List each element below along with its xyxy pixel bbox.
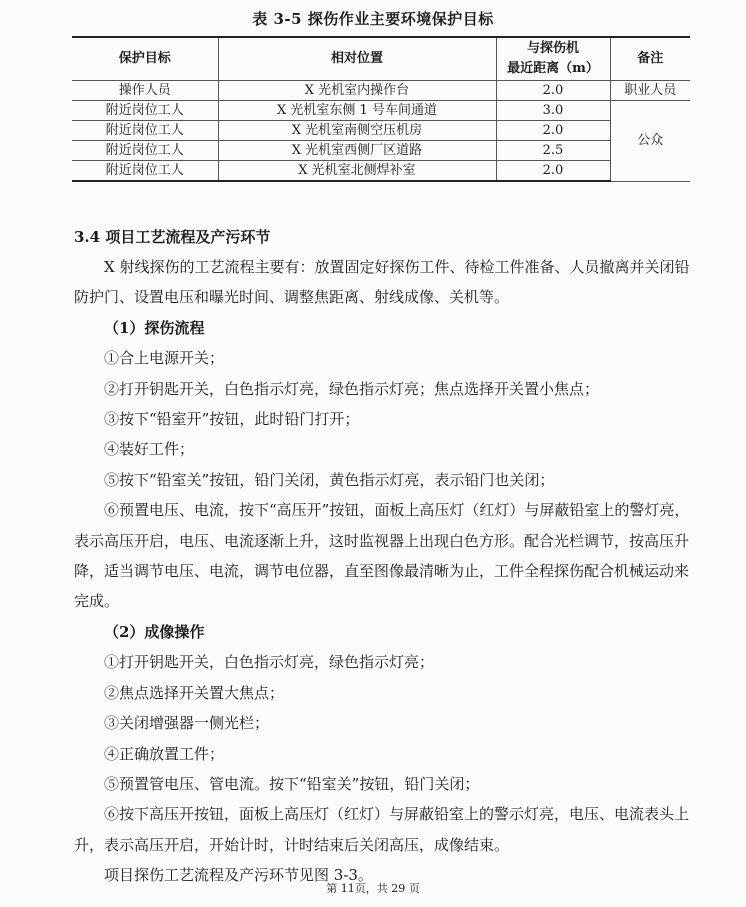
table-row [72,101,690,121]
table-row [72,161,690,182]
inspection-step: ⑤按下“铅室关”按钮，铅门关闭，黄色指示灯亮，表示铅门也关闭； [104,470,555,489]
imaging-step: ①打开钥匙开关，白色指示灯亮，绿色指示灯亮； [104,653,435,672]
imaging-step: ⑥按下高压开按钮，面板上高压灯（红灯）与屏蔽铅室上的警示灯亮，电压、电流表头上升，表示高压开启，开始计时，计时结束后关闭高压，成像结束。 [74,805,690,854]
table-row [72,81,690,101]
header-distance-line2: 最近距离（m） [507,61,599,76]
cell-remark: 职业人员 [610,81,690,101]
header-position: 相对位置 [218,37,496,81]
inspection-step: ②打开钥匙开关，白色指示灯亮，绿色指示灯亮；焦点选择开关置小焦点； [104,379,600,398]
intro-paragraph: X 射线探伤的工艺流程主要有：放置固定好探伤工件、待检工件准备、人员撤离并关闭铅防护门、设置电压和曝光时间、调整焦距离、射线成像、关机等。 [74,258,690,307]
cell-distance: 2.0 [496,161,610,182]
imaging-step: ④正确放置工件； [104,744,225,763]
header-distance-line1: 与探伤机 [526,41,579,56]
header-remark: 备注 [610,37,690,81]
imaging-step: ⑤预置管电压、管电流。按下“铅室关”按钮，铅门关闭； [104,774,480,793]
cell-target: 附近岗位工人 [72,121,218,141]
imaging-step: ②焦点选择开关置大焦点； [104,683,285,702]
inspection-step: ③按下“铅室开”按钮，此时铅门打开； [104,410,360,429]
subsection-title-inspection: （1）探伤流程 [104,318,205,337]
cell-target: 附近岗位工人 [72,141,218,161]
imaging-step: ③关闭增强器一侧光栏； [104,714,270,733]
inspection-step: ⑥预置电压、电流，按下“高压开”按钮，面板上高压灯（红灯）与屏蔽铅室上的警灯亮，表示高压开启，电压、电流逐渐上升，这时监视器上出现白色方形。配合光栏调节，按高压升降，适当调节电压、电流，调节电位器，直至图像最清晰为止，工件全程探伤配合机械运动来完成。 [74,501,690,611]
cell-distance: 2.0 [496,121,610,141]
cell-target: 操作人员 [72,81,218,101]
closing-paragraph: 项目探伤工艺流程及产污环节见图 3-3。 [104,866,373,885]
inspection-step: ④装好工件； [104,440,195,459]
cell-position: X 光机室西侧厂区道路 [218,141,496,161]
protection-target-table [72,36,690,182]
cell-distance: 3.0 [496,101,610,121]
cell-target: 附近岗位工人 [72,161,218,182]
section-heading: 3.4 项目工艺流程及产污环节 [74,228,271,246]
cell-position: X 光机室南侧空压机房 [218,121,496,141]
cell-distance: 2.5 [496,141,610,161]
page-footer: 第 11页，共 29 页 [326,882,420,895]
table-row [72,121,690,141]
table-row [72,141,690,161]
cell-distance: 2.0 [496,81,610,101]
section-body [74,252,694,891]
cell-remark-merged: 公众 [610,101,690,182]
subsection-title-imaging: （2）成像操作 [104,622,205,641]
cell-target: 附近岗位工人 [72,101,218,121]
header-distance [496,37,610,81]
header-target: 保护目标 [72,37,218,81]
cell-position: X 光机室内操作台 [218,81,496,101]
cell-position: X 光机室东侧 1 号车间通道 [218,101,496,121]
inspection-step: ①合上电源开关； [104,349,225,368]
cell-position: X 光机室北侧焊补室 [218,161,496,182]
table-header-row [72,37,690,81]
table-title: 表 3-5 探伤作业主要环境保护目标 [252,10,494,28]
